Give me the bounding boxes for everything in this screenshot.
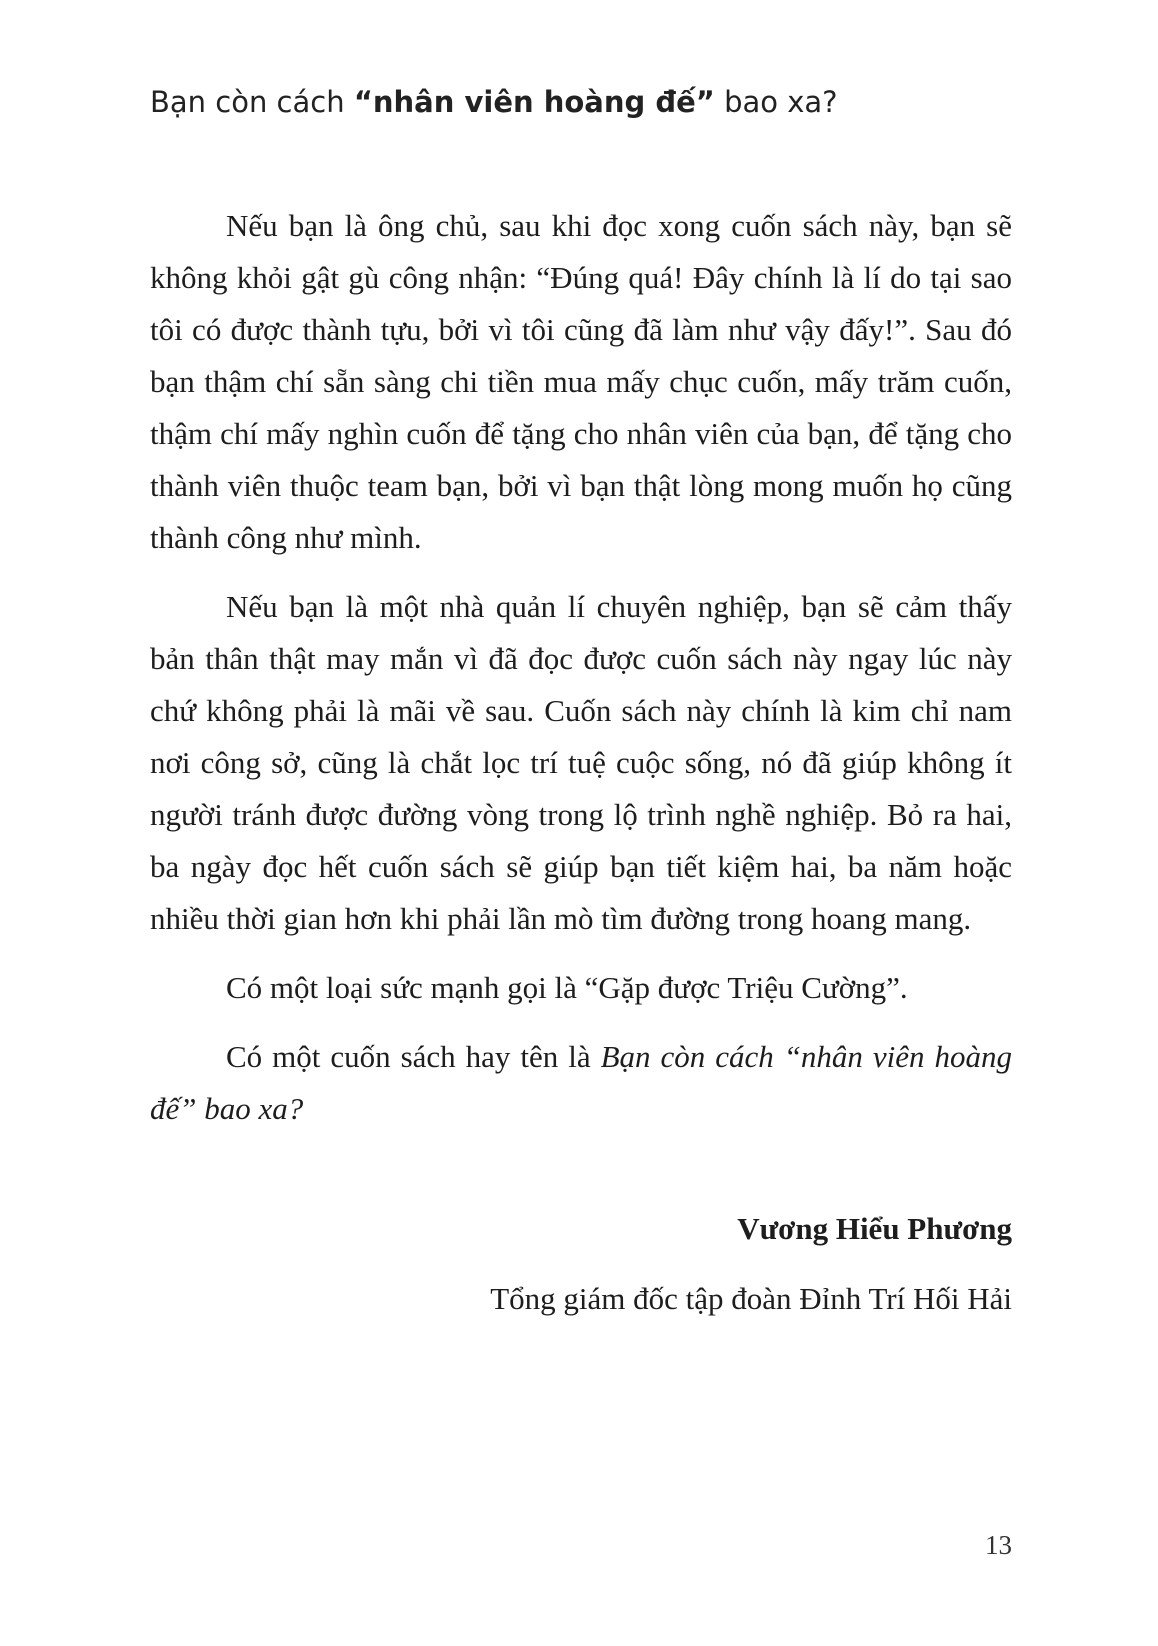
body-text [150,200,1012,1152]
book-title: Bạn còn cách “nhân viên hoàng đế” bao xa? [150,1039,1013,1126]
header-highlight: “nhân viên hoàng đế” [353,85,715,119]
paragraph-manager: Nếu bạn là một nhà quản lí chuyên nghiệp, bạn sẽ cảm thấy bản thân thật may mắn vì đã đọc được cuốn sách này ngay lúc này chứ không phải là mãi về sau. Cuốn sách này chính là kim chỉ nam nơi công sở, cũng là chắt lọc trí tuệ cuộc sống, nó đã giúp không ít người tránh được đường vòng trong lộ trình nghề nghiệp. Bỏ ra hai, ba ngày đọc hết cuốn sách sẽ giúp bạn tiết kiệm hai, ba năm hoặc nhiều thời gian hơn khi phải lần mò tìm đường trong hoang mang. [150,589,1012,936]
running-header [150,82,838,122]
author-role: Tổng giám đốc tập đoàn Đỉnh Trí Hối Hải [490,1281,1012,1316]
signature-block [490,1203,1012,1325]
header-prefix: Bạn còn cách [150,85,354,119]
book-intro-text: Có một cuốn sách hay tên là [226,1039,601,1074]
author-name: Vương Hiểu Phương [737,1211,1012,1246]
paragraph-power: Có một loại sức mạnh gọi là “Gặp được Triệu Cường”. [226,970,908,1005]
page-number: 13 [985,1530,1012,1560]
header-suffix: bao xa? [714,85,838,119]
paragraph-owner: Nếu bạn là ông chủ, sau khi đọc xong cuốn sách này, bạn sẽ không khỏi gật gù công nhận: “Đúng quá! Đây chính là lí do tại sao tôi có được thành tựu, bởi vì tôi cũng đã làm như vậy đấy!”. Sau đó bạn thậm chí sẵn sàng chi tiền mua mấy chục cuốn, mấy trăm cuốn, thậm chí mấy nghìn cuốn để tặng cho nhân viên của bạn, để tặng cho thành viên thuộc team bạn, bởi vì bạn thật lòng mong muốn họ cũng thành công như mình. [150,208,1012,555]
paragraph-book-title [150,1031,1012,1135]
